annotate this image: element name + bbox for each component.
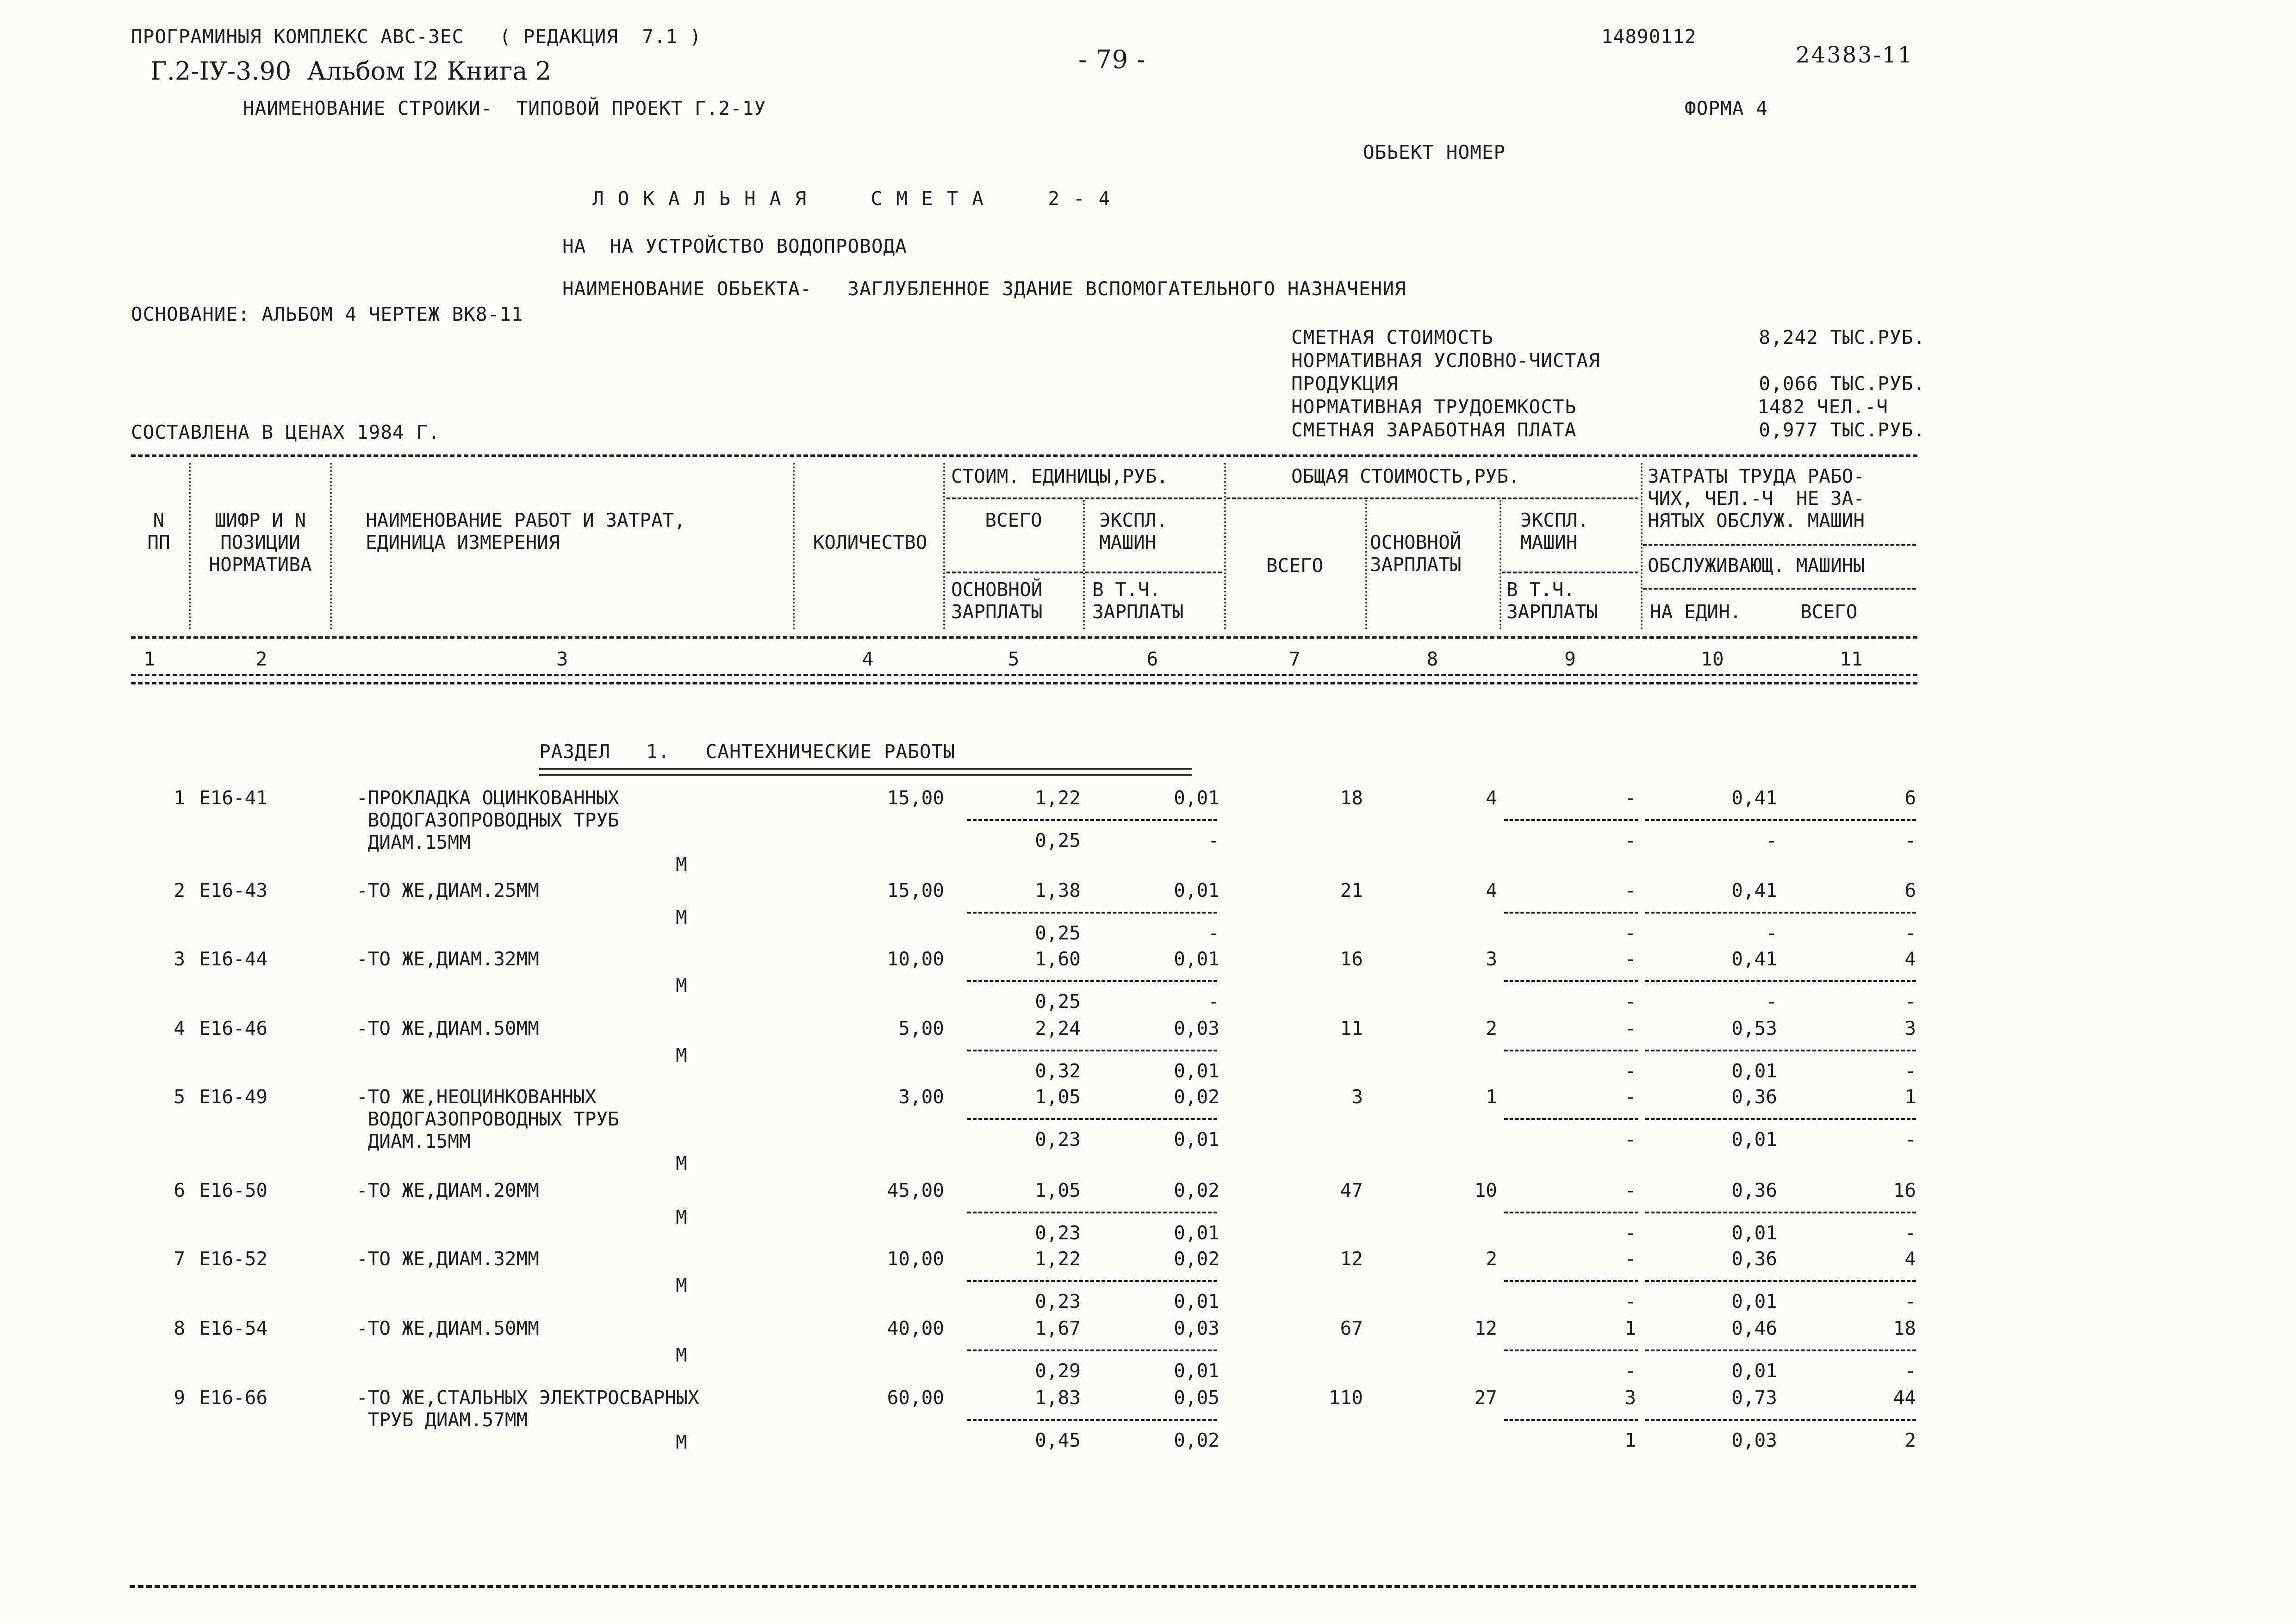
row-labor-machines-unit: 0,01 — [1731, 1290, 1777, 1312]
row-machine-wage: - — [1624, 922, 1636, 944]
row-labor-machines-total: - — [1904, 1060, 1916, 1082]
row-labor-machines-unit: 0,01 — [1731, 1060, 1777, 1082]
col-number-8: 8 — [1426, 648, 1438, 670]
row-machine-wage: - — [1624, 990, 1636, 1013]
row-unit-machine-wage: 0,01 — [1174, 1360, 1220, 1382]
row-unit-wage: 0,23 — [1035, 1290, 1081, 1312]
row-number: 5 — [174, 1086, 185, 1108]
row-name: -ТО ЖЕ,СТАЛЬНЫХ ЭЛЕКТРОСВАРНЫХ ТРУБ ДИАМ.57ММ — [356, 1387, 699, 1431]
col-header-1: N ПП — [147, 509, 170, 553]
row-labor-machines-total: - — [1904, 1290, 1916, 1312]
row-rule-unit-cost — [967, 1212, 1217, 1213]
row-rule-unit-cost — [967, 819, 1217, 821]
row-labor-total: 4 — [1904, 1248, 1916, 1270]
row-rule-labor — [1645, 1349, 1916, 1351]
row-unit-machines: 0,03 — [1174, 1017, 1220, 1039]
row-rule-labor — [1645, 980, 1916, 982]
section-title: РАЗДЕЛ 1. САНТЕХНИЧЕСКИЕ РАБОТЫ — [539, 740, 955, 763]
row-code: Е16-41 — [199, 787, 268, 809]
construction-name: НАИМЕНОВАНИЕ СТРОИКИ- ТИПОВОЙ ПРОЕКТ Г.2-1У — [243, 97, 766, 119]
form-label: ФОРМА 4 — [1685, 97, 1768, 119]
column-divider — [330, 463, 332, 629]
row-unit-wage: 0,32 — [1035, 1060, 1081, 1082]
row-number: 9 — [174, 1387, 185, 1409]
row-total-machines: - — [1624, 1248, 1636, 1270]
row-total-machines: - — [1624, 1017, 1636, 1039]
row-number: 1 — [174, 787, 185, 809]
labor-rule-2 — [1643, 588, 1916, 590]
row-rule-unit-cost — [967, 1419, 1217, 1421]
row-rule-labor — [1645, 912, 1916, 914]
row-code: Е16-50 — [199, 1179, 268, 1201]
row-total-wage: 1 — [1486, 1086, 1497, 1108]
row-rule-unit-cost — [967, 1118, 1217, 1120]
column-divider — [189, 463, 191, 629]
row-labor-unit: 0,46 — [1731, 1317, 1777, 1339]
row-rule-unit-cost — [967, 1280, 1217, 1282]
row-number: 6 — [174, 1179, 185, 1201]
summary-label-1: СМЕТНАЯ СТОИМОСТЬ — [1291, 326, 1493, 348]
row-machine-wage: - — [1624, 1290, 1636, 1312]
row-total: 18 — [1340, 787, 1363, 809]
row-unit: М — [676, 975, 687, 997]
row-total: 3 — [1351, 1086, 1363, 1108]
row-rule-machines — [1504, 819, 1638, 821]
col-header-9-top: ЭКСПЛ. МАШИН — [1520, 509, 1589, 553]
row-total-machines: 3 — [1624, 1387, 1636, 1409]
row-labor-total: 18 — [1893, 1317, 1916, 1339]
row-code: Е16-43 — [199, 879, 268, 902]
row-unit-machine-wage: 0,01 — [1174, 1060, 1220, 1082]
row-labor-machines-unit: - — [1766, 829, 1777, 852]
row-unit: М — [676, 906, 687, 928]
col-header-2: ШИФР И N ПОЗИЦИИ НОРМАТИВА — [209, 509, 312, 576]
unit-cost-rule — [946, 497, 1222, 499]
col-header-6-top: ЭКСПЛ. МАШИН — [1099, 509, 1168, 553]
row-unit-total: 2,24 — [1035, 1017, 1081, 1039]
total-cost-rule — [1226, 497, 1638, 499]
row-labor-unit: 0,41 — [1731, 879, 1777, 902]
row-labor-total: 44 — [1893, 1387, 1916, 1409]
object-name: НАИМЕНОВАНИЕ ОБЬЕКТА- ЗАГЛУБЛЕННОЕ ЗДАНИЕ ВСПОМОГАТЕЛЬНОГО НАЗНАЧЕНИЯ — [562, 278, 1406, 300]
price-basis: СОСТАВЛЕНА В ЦЕНАХ 1984 Г. — [131, 421, 440, 443]
row-rule-machines — [1504, 1118, 1638, 1120]
row-number: 2 — [174, 879, 185, 902]
row-total-wage: 27 — [1474, 1387, 1497, 1409]
row-name: -ПРОКЛАДКА ОЦИНКОВАННЫХ ВОДОГАЗОПРОВОДНЫХ ТРУБ ДИАМ.15ММ — [356, 787, 619, 853]
column-divider — [1500, 500, 1501, 629]
row-labor-unit: 0,53 — [1731, 1017, 1777, 1039]
row-unit-total: 1,22 — [1035, 787, 1081, 809]
column-divider — [1641, 463, 1643, 629]
table-number-rule-bottom — [131, 682, 1917, 684]
row-unit-machines: 0,02 — [1174, 1179, 1220, 1201]
row-quantity: 10,00 — [887, 1248, 944, 1270]
col-number-2: 2 — [255, 648, 268, 670]
row-unit-machine-wage: 0,02 — [1174, 1429, 1220, 1451]
row-unit-machine-wage: 0,01 — [1174, 1222, 1220, 1244]
row-rule-labor — [1645, 1118, 1916, 1120]
row-rule-labor — [1645, 1419, 1916, 1421]
row-name: -ТО ЖЕ,ДИАМ.25ММ — [356, 879, 539, 902]
row-unit-machine-wage: 0,01 — [1174, 1128, 1220, 1150]
row-unit-wage: 0,45 — [1035, 1429, 1081, 1451]
row-machine-wage: 1 — [1624, 1429, 1636, 1451]
row-quantity: 15,00 — [887, 879, 944, 902]
row-total: 11 — [1340, 1017, 1363, 1039]
col-number-10: 10 — [1701, 648, 1724, 670]
row-unit: М — [676, 1344, 687, 1366]
summary-label-3: ПРОДУКЦИЯ — [1291, 373, 1399, 395]
labor-rule — [1643, 544, 1916, 546]
row-unit-machines: 0,03 — [1174, 1317, 1220, 1339]
row-labor-unit: 0,36 — [1731, 1248, 1777, 1270]
row-total: 21 — [1340, 879, 1363, 902]
row-labor-machines-total: - — [1904, 1360, 1916, 1382]
row-rule-unit-cost — [967, 1349, 1217, 1351]
row-unit-wage: 0,25 — [1035, 990, 1081, 1013]
row-unit-total: 1,05 — [1035, 1086, 1081, 1108]
row-machine-wage: - — [1624, 829, 1636, 852]
row-unit-machine-wage: - — [1208, 829, 1220, 852]
row-total-machines: - — [1624, 787, 1636, 809]
col-number-6: 6 — [1146, 648, 1158, 670]
row-labor-machines-total: 2 — [1904, 1429, 1916, 1451]
row-code: Е16-54 — [199, 1317, 268, 1339]
col-header-5-bottom: ОСНОВНОЙ ЗАРПЛАТЫ — [951, 578, 1043, 623]
row-labor-machines-unit: 0,01 — [1731, 1360, 1777, 1382]
row-quantity: 45,00 — [887, 1179, 944, 1201]
col-number-9: 9 — [1564, 648, 1576, 670]
total-cost-header: ОБЩАЯ СТОИМОСТЬ,РУБ. — [1291, 465, 1520, 487]
row-unit-machine-wage: - — [1208, 922, 1220, 944]
row-rule-labor — [1645, 1212, 1916, 1213]
row-labor-machines-unit: 0,01 — [1731, 1222, 1777, 1244]
row-quantity: 15,00 — [887, 787, 944, 809]
row-rule-machines — [1504, 1349, 1638, 1351]
row-rule-unit-cost — [967, 980, 1217, 982]
row-rule-machines — [1504, 980, 1638, 982]
row-unit-machines: 0,05 — [1174, 1387, 1220, 1409]
row-number: 4 — [174, 1017, 185, 1039]
summary-label-5: СМЕТНАЯ ЗАРАБОТНАЯ ПЛАТА — [1291, 419, 1577, 441]
summary-value-1: 8,242 ТЫС.РУБ. — [1759, 326, 1925, 348]
row-machine-wage: - — [1624, 1222, 1636, 1244]
page-number: - 79 - — [1078, 45, 1146, 74]
row-labor-total: 3 — [1904, 1017, 1916, 1039]
row-name: -ТО ЖЕ,ДИАМ.50ММ — [356, 1317, 539, 1339]
row-machine-wage: - — [1624, 1060, 1636, 1082]
row-total: 47 — [1340, 1179, 1363, 1201]
row-number: 3 — [174, 948, 185, 970]
row-labor-unit: 0,41 — [1731, 787, 1777, 809]
row-rule-machines — [1504, 1212, 1638, 1213]
row-rule-labor — [1645, 1050, 1916, 1051]
row-code: Е16-46 — [199, 1017, 268, 1039]
row-total-machines: 1 — [1624, 1317, 1636, 1339]
row-name: -ТО ЖЕ,НЕОЦИНКОВАННЫХ ВОДОГАЗОПРОВОДНЫХ ТРУБ ДИАМ.15ММ — [356, 1086, 619, 1152]
row-labor-total: 1 — [1904, 1086, 1916, 1108]
row-total-machines: - — [1624, 879, 1636, 902]
col-number-4: 4 — [862, 648, 874, 670]
document-number: 24383-11 — [1796, 42, 1913, 68]
basis-reference: ОСНОВАНИЕ: АЛЬБОМ 4 ЧЕРТЕЖ ВК8-11 — [131, 303, 523, 325]
row-unit: М — [676, 1044, 687, 1066]
unit-cost-header: СТОИМ. ЕДИНИЦЫ,РУБ. — [951, 465, 1168, 487]
col-number-7: 7 — [1289, 648, 1300, 670]
col-header-8: ОСНОВНОЙ ЗАРПЛАТЫ — [1370, 531, 1462, 576]
album-reference: Г.2-IУ-3.90 Альбом I2 Книга 2 — [150, 56, 552, 86]
col-header-4: КОЛИЧЕСТВО — [813, 531, 927, 553]
row-quantity: 3,00 — [898, 1086, 944, 1108]
row-machine-wage: - — [1624, 1360, 1636, 1382]
row-total-wage: 3 — [1486, 948, 1497, 970]
summary-value-5: 0,977 ТЫС.РУБ. — [1759, 419, 1925, 441]
document-code: 14890112 — [1601, 25, 1697, 48]
row-unit-total: 1,05 — [1035, 1179, 1081, 1201]
row-labor-machines-total: - — [1904, 829, 1916, 852]
col-header-3: НАИМЕНОВАНИЕ РАБОТ И ЗАТРАТ, ЕДИНИЦА ИЗМЕРЕНИЯ — [366, 509, 686, 553]
labor-header: ЗАТРАТЫ ТРУДА РАБО- ЧИХ, ЧЕЛ.-Ч НЕ ЗА- НЯТЫХ ОБСЛУЖ. МАШИН — [1648, 465, 1865, 532]
row-labor-total: 6 — [1904, 879, 1916, 902]
row-rule-labor — [1645, 1280, 1916, 1282]
column-divider — [1224, 463, 1226, 629]
row-unit-total: 1,38 — [1035, 879, 1081, 902]
summary-label-4: НОРМАТИВНАЯ ТРУДОЕМКОСТЬ — [1291, 396, 1577, 418]
row-unit: М — [676, 853, 687, 876]
row-name: -ТО ЖЕ,ДИАМ.32ММ — [356, 948, 539, 970]
table-top-rule — [131, 454, 1917, 457]
col-header-7: ВСЕГО — [1266, 554, 1324, 577]
row-labor-machines-unit: 0,01 — [1731, 1128, 1777, 1150]
row-total: 110 — [1328, 1387, 1363, 1409]
col-header-10: НА ЕДИН. — [1650, 601, 1742, 623]
row-labor-unit: 0,36 — [1731, 1086, 1777, 1108]
row-unit-machines: 0,01 — [1174, 787, 1220, 809]
row-quantity: 10,00 — [887, 948, 944, 970]
table-header-rule — [131, 636, 1917, 639]
summary-value-3: 0,066 ТЫС.РУБ. — [1759, 373, 1925, 395]
program-name: ПРОГРАМИНЫЯ КОМПЛЕКС АВС-3ЕС ( РЕДАКЦИЯ 7.1 ) — [131, 25, 702, 48]
row-unit-wage: 0,23 — [1035, 1222, 1081, 1244]
row-unit-machines: 0,02 — [1174, 1248, 1220, 1270]
summary-label-2: НОРМАТИВНАЯ УСЛОВНО-ЧИСТАЯ — [1291, 349, 1600, 372]
row-unit-machines: 0,02 — [1174, 1086, 1220, 1108]
col-header-5-top: ВСЕГО — [985, 509, 1042, 531]
row-unit: М — [676, 1206, 687, 1228]
row-total-machines: - — [1624, 1086, 1636, 1108]
row-labor-total: 6 — [1904, 787, 1916, 809]
row-labor-unit: 0,73 — [1731, 1387, 1777, 1409]
column-divider — [1365, 500, 1367, 629]
row-rule-labor — [1645, 819, 1916, 821]
row-name: -ТО ЖЕ,ДИАМ.50ММ — [356, 1017, 539, 1039]
row-rule-machines — [1504, 1419, 1638, 1421]
row-unit: М — [676, 1275, 687, 1297]
row-total: 16 — [1340, 948, 1363, 970]
row-quantity: 40,00 — [887, 1317, 944, 1339]
unit-cost-rule-2 — [946, 572, 1222, 573]
row-labor-unit: 0,41 — [1731, 948, 1777, 970]
row-rule-machines — [1504, 1280, 1638, 1282]
row-rule-unit-cost — [967, 912, 1217, 914]
row-rule-unit-cost — [967, 1050, 1217, 1051]
row-unit: М — [676, 1431, 687, 1453]
row-total-wage: 2 — [1486, 1248, 1497, 1270]
row-labor-total: 16 — [1893, 1179, 1916, 1201]
row-unit-total: 1,83 — [1035, 1387, 1081, 1409]
document-title: ЛОКАЛЬНАЯ СМЕТА 2-4 — [592, 187, 1124, 210]
row-rule-machines — [1504, 1050, 1638, 1051]
row-labor-machines-total: - — [1904, 922, 1916, 944]
row-unit-machine-wage: 0,01 — [1174, 1290, 1220, 1312]
row-machine-wage: - — [1624, 1128, 1636, 1150]
row-unit-wage: 0,23 — [1035, 1128, 1081, 1150]
row-labor-machines-unit: - — [1766, 922, 1777, 944]
row-rule-machines — [1504, 912, 1638, 914]
row-total: 67 — [1340, 1317, 1363, 1339]
row-labor-machines-unit: 0,03 — [1731, 1429, 1777, 1451]
row-labor-machines-unit: - — [1766, 990, 1777, 1013]
row-code: Е16-66 — [199, 1387, 268, 1409]
row-total-wage: 10 — [1474, 1179, 1497, 1201]
page-bottom-rule — [130, 1585, 1916, 1588]
column-divider — [793, 463, 795, 629]
row-unit-total: 1,60 — [1035, 948, 1081, 970]
col-number-3: 3 — [556, 648, 568, 670]
row-total-wage: 12 — [1474, 1317, 1497, 1339]
row-number: 7 — [174, 1248, 185, 1270]
table-number-rule-top — [131, 674, 1917, 676]
row-unit-total: 1,22 — [1035, 1248, 1081, 1270]
row-quantity: 5,00 — [898, 1017, 944, 1039]
labor-machines-header: ОБСЛУЖИВАЮЩ. МАШИНЫ — [1648, 554, 1865, 577]
row-labor-machines-total: - — [1904, 1222, 1916, 1244]
row-unit-machines: 0,01 — [1174, 948, 1220, 970]
row-labor-unit: 0,36 — [1731, 1179, 1777, 1201]
row-code: Е16-44 — [199, 948, 268, 970]
row-labor-machines-total: - — [1904, 990, 1916, 1013]
col-number-1: 1 — [143, 648, 156, 670]
col-number-11: 11 — [1840, 648, 1863, 670]
row-total-wage: 2 — [1486, 1017, 1497, 1039]
column-divider — [1083, 500, 1085, 629]
section-underline — [539, 768, 1192, 776]
row-total-wage: 4 — [1486, 787, 1497, 809]
row-unit-total: 1,67 — [1035, 1317, 1081, 1339]
total-cost-rule-2 — [1502, 572, 1638, 573]
row-total: 12 — [1340, 1248, 1363, 1270]
row-unit-machines: 0,01 — [1174, 879, 1220, 902]
col-header-11: ВСЕГО — [1800, 601, 1858, 623]
object-number-label: ОБЬЕКТ НОМЕР — [1363, 141, 1506, 163]
row-total-machines: - — [1624, 1179, 1636, 1201]
row-unit-machine-wage: - — [1208, 990, 1220, 1013]
col-header-9-bottom: В Т.Ч. ЗАРПЛАТЫ — [1506, 578, 1598, 623]
row-unit-wage: 0,25 — [1035, 922, 1081, 944]
row-total-wage: 4 — [1486, 879, 1497, 902]
row-labor-machines-total: - — [1904, 1128, 1916, 1150]
row-number: 8 — [174, 1317, 185, 1339]
col-header-6-bottom: В Т.Ч. ЗАРПЛАТЫ — [1092, 578, 1184, 623]
row-name: -ТО ЖЕ,ДИАМ.20ММ — [356, 1179, 539, 1201]
row-unit-wage: 0,29 — [1035, 1360, 1081, 1382]
document-subtitle: НА НА УСТРОЙСТВО ВОДОПРОВОДА — [562, 235, 907, 257]
row-unit: М — [676, 1152, 687, 1175]
row-code: Е16-49 — [199, 1086, 268, 1108]
row-unit-wage: 0,25 — [1035, 829, 1081, 852]
row-quantity: 60,00 — [887, 1387, 944, 1409]
row-total-machines: - — [1624, 948, 1636, 970]
col-number-5: 5 — [1008, 648, 1020, 670]
row-code: Е16-52 — [199, 1248, 268, 1270]
summary-value-4: 1482 ЧЕЛ.-Ч — [1757, 396, 1888, 418]
row-name: -ТО ЖЕ,ДИАМ.32ММ — [356, 1248, 539, 1270]
row-labor-total: 4 — [1904, 948, 1916, 970]
